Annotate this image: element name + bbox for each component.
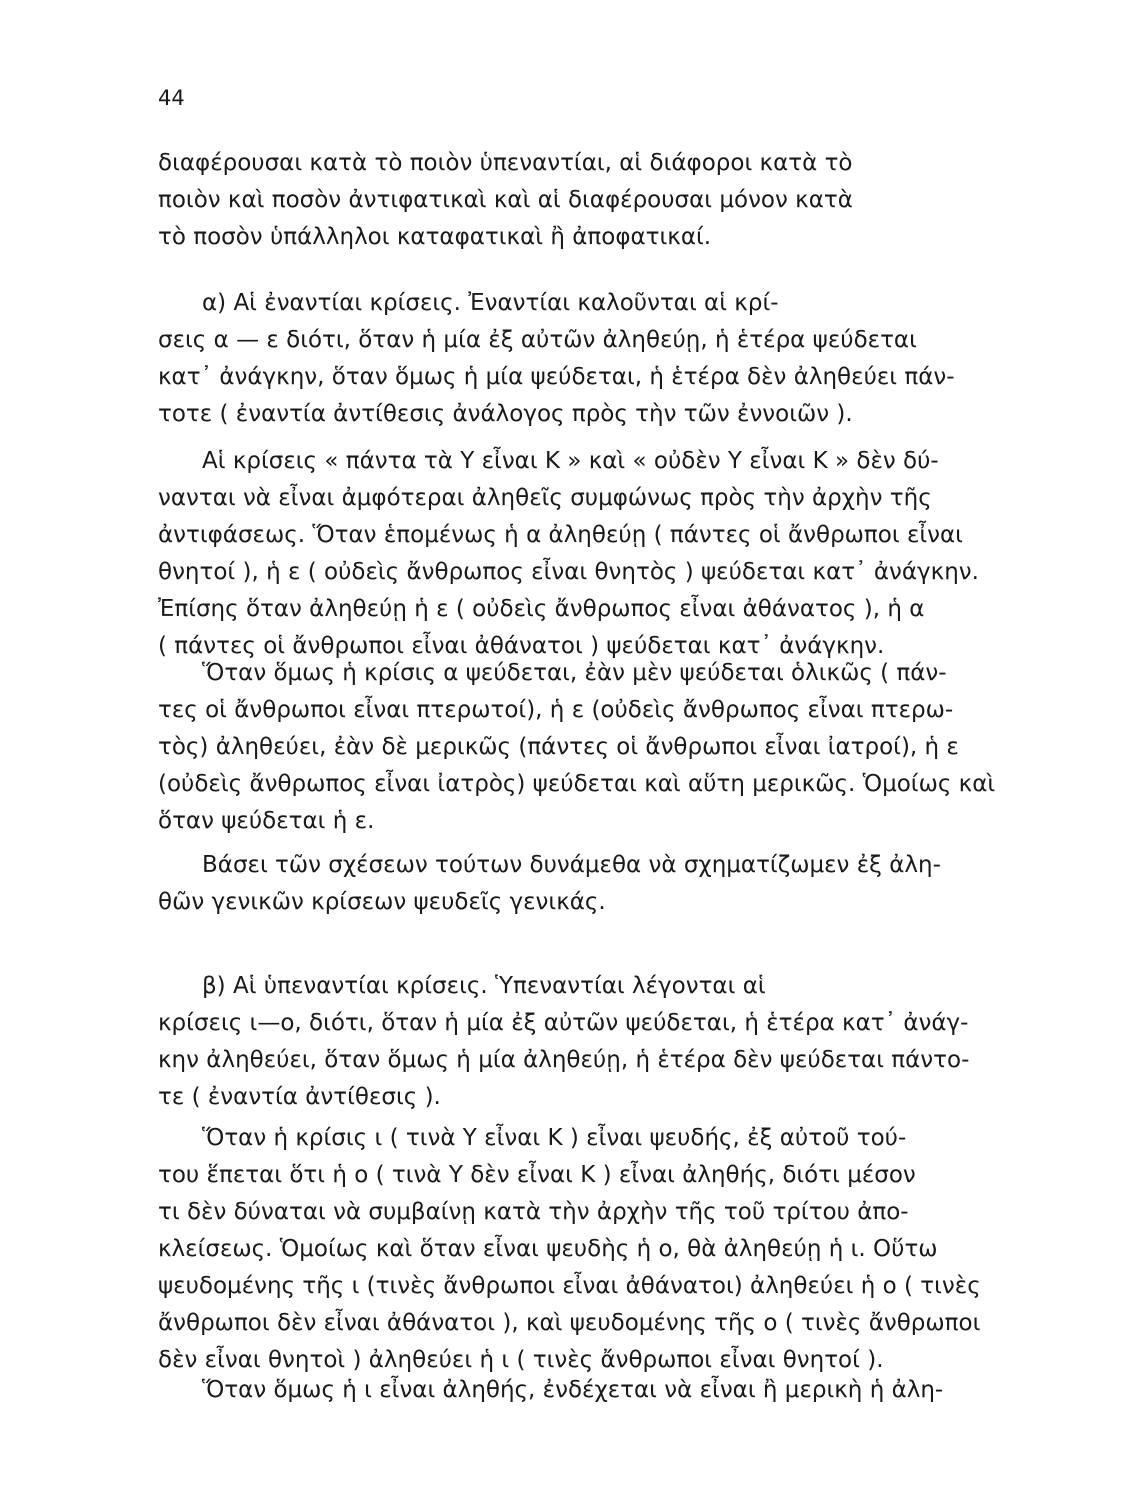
text-line: τὸς) ἀληθεύει, ἐὰν δὲ μερικῶς (πάντες οἱ ἄνθρωποι εἶναι ἰατροί), ἡ ε	[158, 734, 959, 760]
text-line: ἀντιφάσεως. Ὅταν ἑπομένως ἡ α ἀληθεύῃ ( πάντες οἱ ἄνθρωποι εἶναι	[158, 522, 963, 548]
text-line: του ἕπεται ὅτι ἡ ο ( τινὰ Y δὲν εἶναι K ) εἶναι ἀληθής, διότι μέσον	[158, 1162, 916, 1188]
section-a-paragraph	[158, 285, 1044, 433]
section-heading-line: α) Αἱ ἐναντίαι κρίσεις. Ἐναντίαι καλοῦνται αἱ κρί-	[202, 290, 779, 316]
page-number: 44	[158, 86, 185, 110]
text-line: θνητοί ), ἡ ε ( οὐδεὶς ἄνθρωπος εἶναι θνητὸς ) ψεύδεται κατ᾽ ἀνάγκην.	[158, 559, 979, 585]
text-line: ἄνθρωποι δὲν εἶναι ἀθάνατοι ), καὶ ψευδομένης τῆς ο ( τινὲς ἄνθρωποι	[158, 1310, 981, 1336]
text-line: διαφέρουσαι κατὰ τὸ ποιὸν ὑπεναντίαι, αἱ διάφοροι κατὰ τὸ	[158, 150, 853, 176]
text-line: νανται νὰ εἶναι ἀμφότεραι ἀληθεῖς συμφώνως πρὸς τὴν ἀρχὴν τῆς	[158, 485, 932, 511]
text-line: κην ἀληθεύει, ὅταν ὅμως ἡ μία ἀληθεύῃ, ἡ ἑτέρα δὲν ψεύδεται πάντο-	[158, 1047, 970, 1073]
text-line: Ἐπίσης ὅταν ἀληθεύῃ ἡ ε ( οὐδεὶς ἄνθρωπος εἶναι ἀθάνατος ), ἡ α	[158, 596, 925, 622]
text-line: σεις α — ε διότι, ὅταν ἡ μία ἐξ αὐτῶν ἀληθεύῃ, ἡ ἑτέρα ψεύδεται	[158, 327, 917, 353]
text-line: Βάσει τῶν σχέσεων τούτων δυνάμεθα νὰ σχηματίζωμεν ἐξ ἀλη-	[202, 852, 941, 878]
section-heading-line: β) Αἱ ὑπεναντίαι κρίσεις. Ὑπεναντίαι λέγονται αἱ	[202, 973, 766, 999]
text-line: τε ( ἐναντία ἀντίθεσις ).	[158, 1084, 441, 1110]
text-line: κρίσεις ι—ο, διότι, ὅταν ἡ μία ἐξ αὐτῶν ψεύδεται, ἡ ἑτέρα κατ᾽ ἀνάγ-	[158, 1010, 969, 1036]
paragraph	[158, 847, 1044, 921]
text-line: ψευδομένης τῆς ι (τινὲς ἄνθρωποι εἶναι ἀθάνατοι) ἀληθεύει ἡ ο ( τινὲς	[158, 1273, 981, 1299]
text-line: Ὅταν ἡ κρίσις ι ( τινὰ Y εἶναι K ) εἶναι ψευδής, ἐξ αὐτοῦ τού-	[202, 1125, 907, 1151]
text-line: ποιὸν καὶ ποσὸν ἀντιφατικαὶ καὶ αἱ διαφέρουσαι μόνον κατὰ	[158, 187, 853, 213]
paragraph	[158, 655, 1044, 840]
text-line: τες οἱ ἄνθρωποι εἶναι πτερωτοί), ἡ ε (οὐδεὶς ἄνθρωπος εἶναι πτερω-	[158, 697, 954, 723]
text-line: δὲν εἶναι θνητοὶ ) ἀληθεύει ἡ ι ( τινὲς ἄνθρωποι εἶναι θνητοί ).	[158, 1347, 884, 1373]
text-line: ὅταν ψεύδεται ἡ ε.	[158, 808, 375, 834]
paragraph	[158, 145, 1044, 256]
paragraph	[158, 1120, 1044, 1379]
text-line: κατ᾽ ἀνάγκην, ὅταν ὅμως ἡ μία ψεύδεται, ἡ ἑτέρα δὲν ἀληθεύει πάν-	[158, 364, 955, 390]
text-line: ( πάντες οἱ ἄνθρωποι εἶναι ἀθάνατοι ) ψεύδεται κατ᾽ ἀνάγκην.	[158, 633, 885, 659]
section-b-paragraph	[158, 968, 1044, 1116]
text-line: Ὅταν ὅμως ἡ κρίσις α ψεύδεται, ἐὰν μὲν ψεύδεται ὁλικῶς ( πάν-	[202, 660, 947, 686]
text-line: (οὐδεὶς ἄνθρωπος εἶναι ἰατρὸς) ψεύδεται καὶ αὕτη μερικῶς. Ὁμοίως καὶ	[158, 771, 996, 797]
paragraph	[158, 443, 1044, 665]
text-line: τοτε ( ἐναντία ἀντίθεσις ἀνάλογος πρὸς τὴν τῶν ἐννοιῶν ).	[158, 401, 853, 427]
text-line: τι δὲν δύναται νὰ συμβαίνῃ κατὰ τὴν ἀρχὴν τῆς τοῦ τρίτου ἀπο-	[158, 1199, 909, 1225]
paragraph	[158, 1372, 1044, 1409]
text-line: κλείσεως. Ὁμοίως καὶ ὅταν εἶναι ψευδὴς ἡ ο, θὰ ἀληθεύῃ ἡ ι. Οὕτω	[158, 1236, 938, 1262]
text-line: Αἱ κρίσεις « πάντα τὰ Y εἶναι K » καὶ « οὐδὲν Y εἶναι K » δὲν δύ-	[202, 448, 939, 474]
text-line: Ὅταν ὅμως ἡ ι εἶναι ἀληθής, ἐνδέχεται νὰ εἶναι ἢ μερικὴ ἡ ἀλη-	[202, 1377, 944, 1403]
text-line: θῶν γενικῶν κρίσεων ψευδεῖς γενικάς.	[158, 889, 606, 915]
text-line: τὸ ποσὸν ὑπάλληλοι καταφατικαὶ ἢ ἀποφατικαί.	[158, 224, 712, 250]
